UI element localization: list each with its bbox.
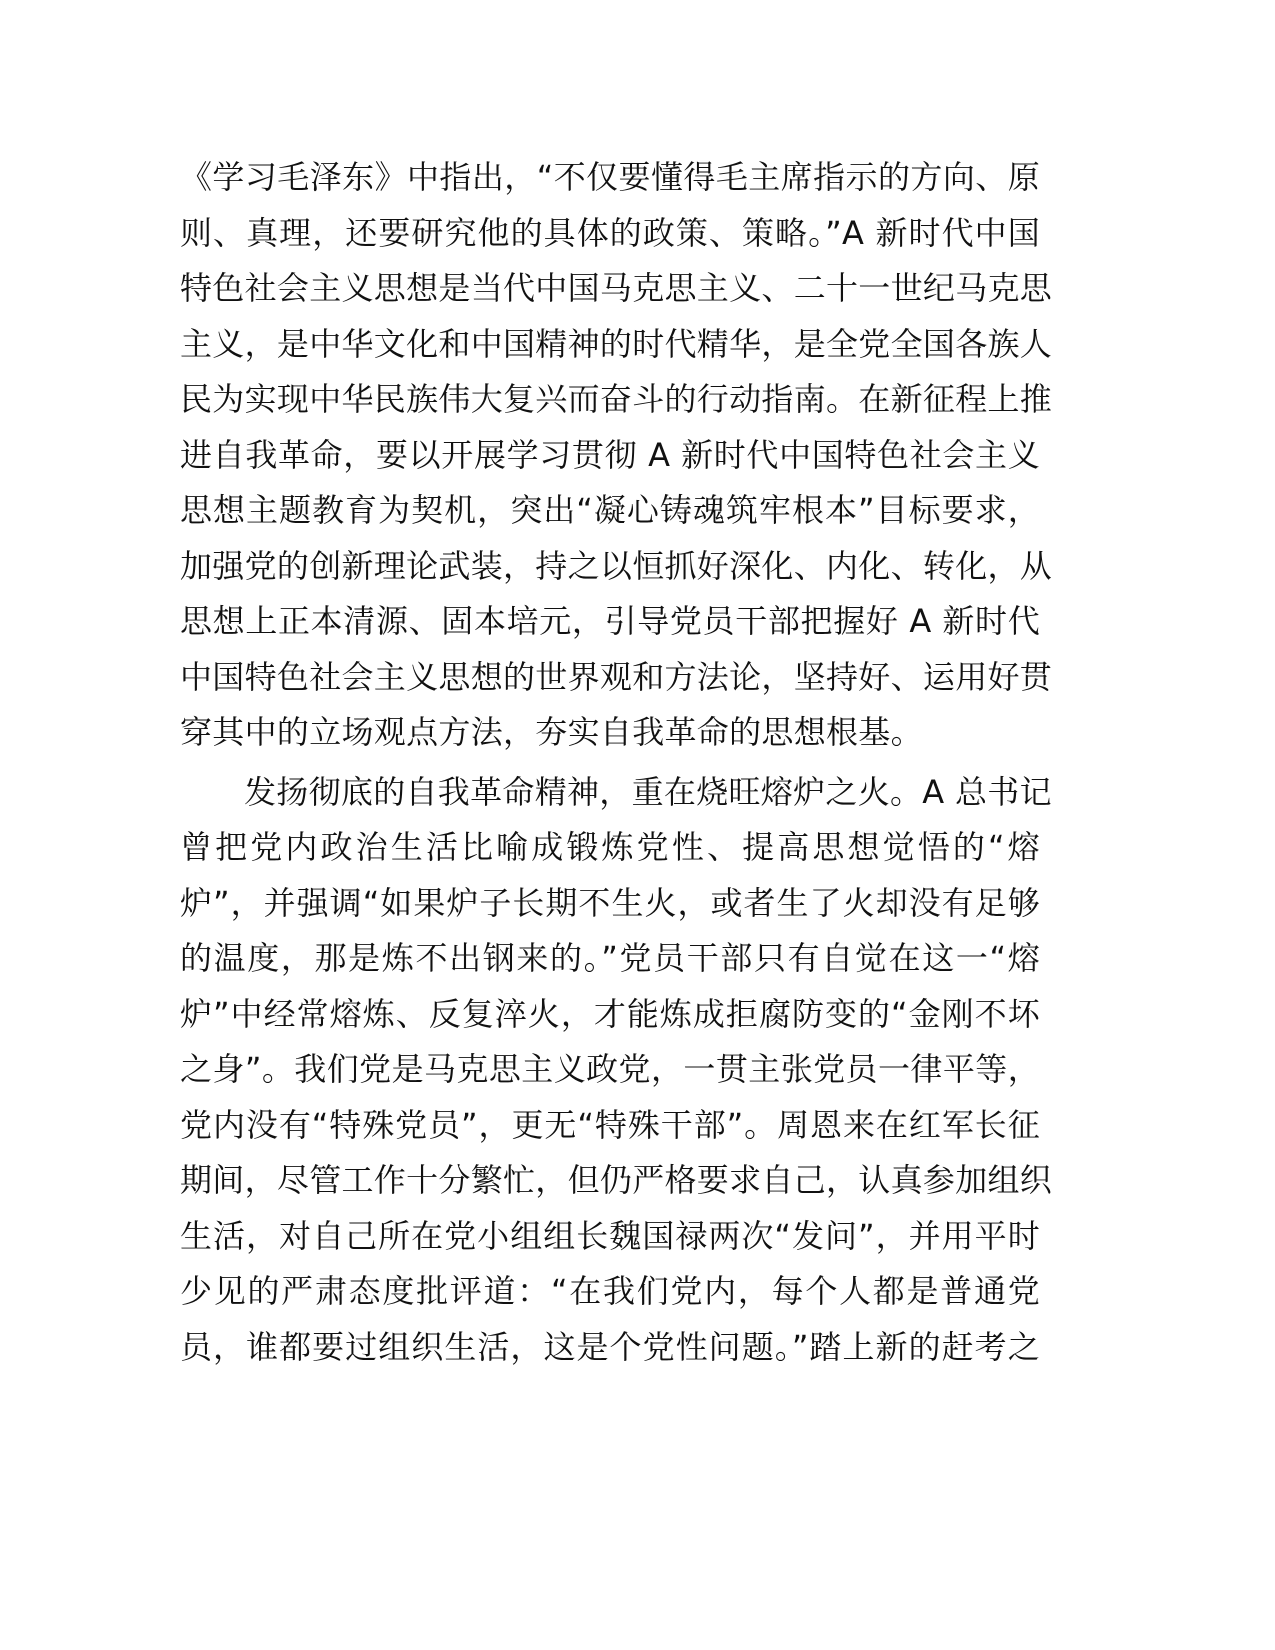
- text-line: 加强党的创新理论武装，持之以恒抓好深化、内化、转化，从: [180, 546, 1053, 585]
- text-line: 曾把党内政治生活比喻成锻炼党性、提高思想觉悟的“熔: [180, 828, 1040, 866]
- text-line: 穿其中的立场观点方法，夯实自我革命的思想根基。: [180, 713, 923, 751]
- text-line: 生活，对自己所在党小组组长魏国禄两次“发问”，并用平时: [180, 1216, 1040, 1255]
- text-line: 则、真理，还要研究他的具体的政策、策略。”A 新时代中国: [180, 213, 1040, 252]
- text-line: 中国特色社会主义思想的世界观和方法论，坚持好、运用好贯: [180, 657, 1053, 696]
- text-line: 之身”。我们党是马克思主义政党，一贯主张党员一律平等，: [180, 1050, 1040, 1088]
- text-line: 主义，是中华文化和中国精神的时代精华，是全党全国各族人: [180, 324, 1053, 363]
- text-line: 炉”，并强调“如果炉子长期不生火，或者生了火却没有足够: [180, 883, 1040, 922]
- text-line: 期间，尽管工作十分繁忙，但仍严格要求自己，认真参加组织: [180, 1161, 1053, 1199]
- text-line: 发扬彻底的自我革命精神，重在烧旺熔炉之火。A 总书记: [244, 772, 1052, 811]
- text-line: 思想主题教育为契机，突出“凝心铸魂筑牢根本”目标要求，: [180, 491, 1040, 529]
- text-line: 党内没有“特殊党员”，更无“特殊干部”。周恩来在红军长征: [180, 1105, 1040, 1144]
- text-line: 进自我革命，要以开展学习贯彻 A 新时代中国特色社会主义: [180, 435, 1040, 474]
- text-line: 少见的严肃态度批评道：“在我们党内，每个人都是普通党: [180, 1272, 1040, 1310]
- text-line: 员，谁都要过组织生活，这是个党性问题。”踏上新的赶考之: [180, 1327, 1040, 1366]
- paragraph-1: [180, 150, 1053, 761]
- text-line: 民为实现中华民族伟大复兴而奋斗的行动指南。在新征程上推: [180, 380, 1053, 418]
- text-line: 思想上正本清源、固本培元，引导党员干部把握好 A 新时代: [180, 602, 1040, 640]
- document-body: [180, 150, 1053, 1375]
- text-line: 炉”中经常熔炼、反复淬火，才能炼成拒腐防变的“金刚不坏: [180, 994, 1040, 1033]
- text-line: 《学习毛泽东》中指出，“不仅要懂得毛主席指示的方向、原: [180, 158, 1040, 196]
- paragraph-2: [180, 765, 1053, 1376]
- text-line: 的温度，那是炼不出钢来的。”党员干部只有自觉在这一“熔: [180, 939, 1040, 977]
- text-line: 特色社会主义思想是当代中国马克思主义、二十一世纪马克思: [180, 269, 1053, 307]
